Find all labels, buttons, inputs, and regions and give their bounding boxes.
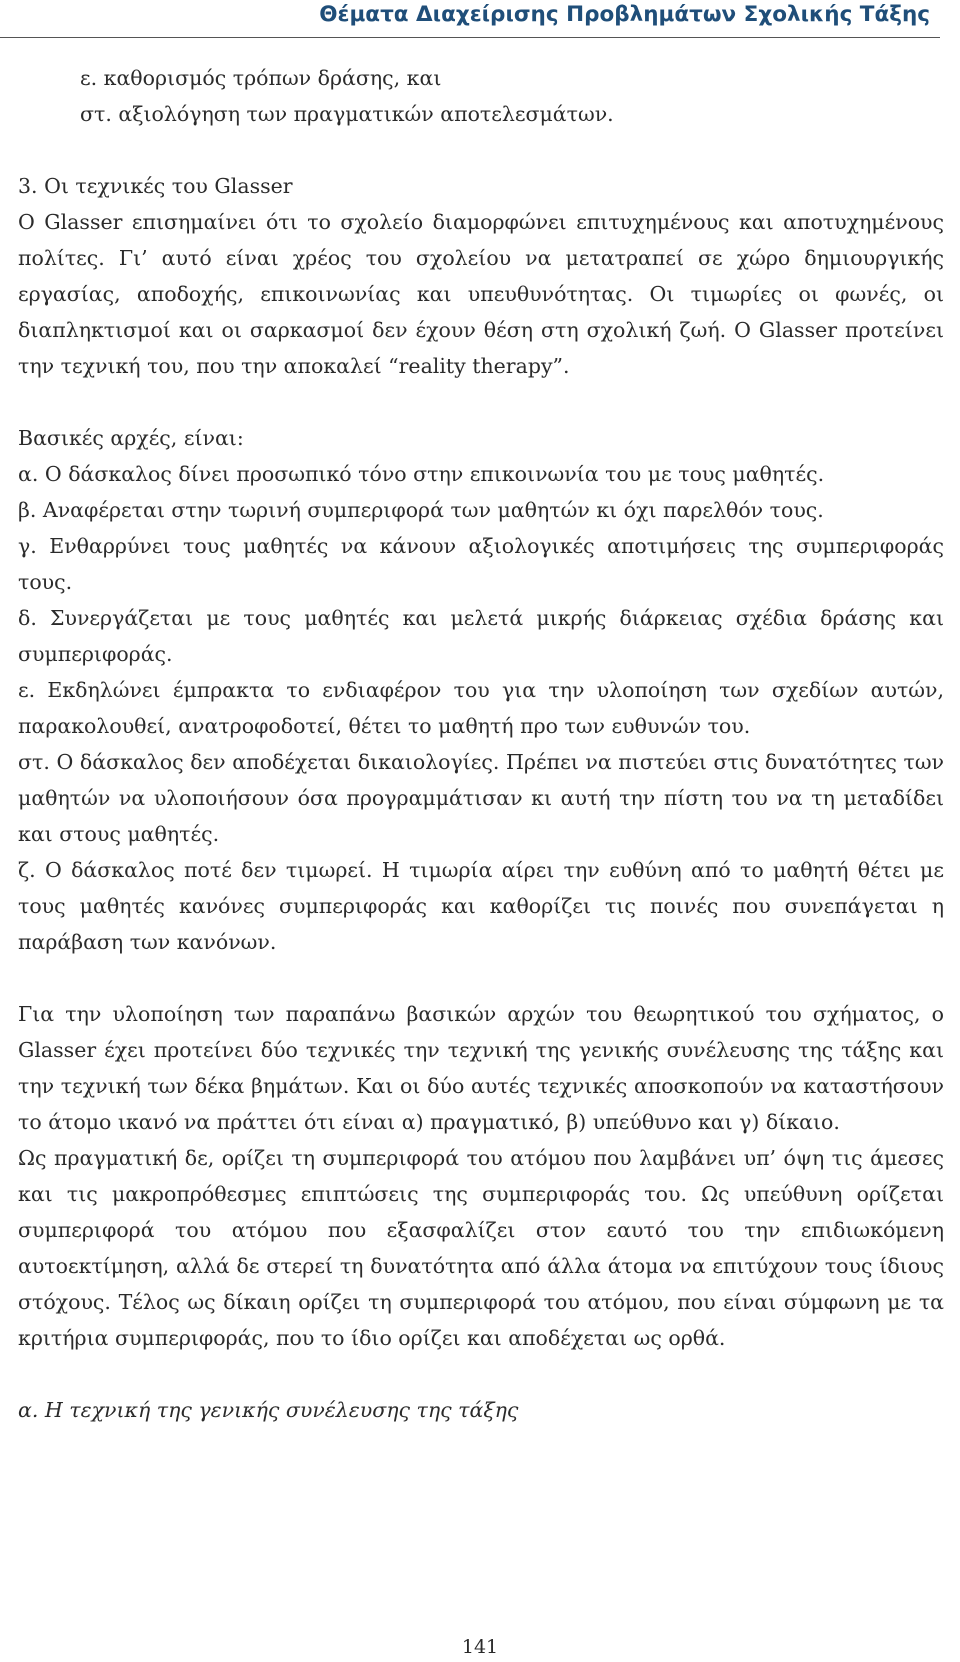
- section-heading: 3. Οι τεχνικές του Glasser: [18, 174, 293, 198]
- spacer: [18, 1356, 944, 1392]
- section-paragraph: Ο Glasser επισημαίνει ότι το σχολείο διαμορφώνει επιτυχημένους και αποτυχημένους πολίτες. Γι’ αυτό είναι χρέος του σχολείου να μετατραπεί σε χώρο δημιουργικής εργασίας, αποδοχής, επικοινωνίας και υπευθυνότητας. Οι τιμωρίες οι φωνές, οι διαπληκτισμοί και οι σαρκασμοί δεν έχουν θέση στη σχολική ζωή. Ο Glasser προτείνει την τεχνική του, που την αποκαλεί “reality therapy”.: [18, 210, 944, 378]
- spacer: [18, 960, 944, 996]
- page-content: [18, 60, 944, 1428]
- principle-item: ζ. Ο δάσκαλος ποτέ δεν τιμωρεί. Η τιμωρία αίρει την ευθύνη από το μαθητή θέτει με τους μαθητές κανόνες συμπεριφοράς και καθορίζει τις ποινές που συνεπάγεται η παράβαση των κανόνων.: [18, 858, 944, 954]
- running-header: Θέματα Διαχείρισης Προβλημάτων Σχολικής Τάξης: [319, 2, 930, 27]
- principle-item: στ. Ο δάσκαλος δεν αποδέχεται δικαιολογίες. Πρέπει να πιστεύει στις δυνατότητες των μαθητών να υλοποιήσουν όσα προγραμμάτισαν κι αυτή την πίστη του να τη μεταδίδει και στους μαθητές.: [18, 750, 944, 846]
- principle-item: α. Ο δάσκαλος δίνει προσωπικό τόνο στην επικοινωνία του με τους μαθητές.: [18, 462, 825, 486]
- subheading: α. Η τεχνική της γενικής συνέλευσης της τάξης: [18, 1398, 519, 1422]
- spacer: [18, 384, 944, 420]
- principle-item: β. Αναφέρεται στην τωρινή συμπεριφορά των μαθητών κι όχι παρελθόν τους.: [18, 498, 824, 522]
- page-number: 141: [461, 1636, 499, 1658]
- header-rule: [0, 37, 940, 38]
- principle-item: γ. Ενθαρρύνει τους μαθητές να κάνουν αξιολογικές αποτιμήσεις της συμπεριφοράς τους.: [18, 534, 944, 594]
- list-item-st: στ. αξιολόγηση των πραγματικών αποτελεσμάτων.: [80, 102, 614, 126]
- principle-item: ε. Εκδηλώνει έμπρακτα το ενδιαφέρον του για την υλοποίηση των σχεδίων αυτών, παρακολουθεί, ανατροφοδοτεί, θέτει το μαθητή προ των ευθυνών του.: [18, 678, 944, 738]
- spacer: [18, 132, 944, 168]
- principle-item: δ. Συνεργάζεται με τους μαθητές και μελετά μικρής διάρκειας σχέδια δράσης και συμπεριφοράς.: [18, 606, 944, 666]
- closing-paragraph-2: Ως πραγματική δε, ορίζει τη συμπεριφορά του ατόμου που λαμβάνει υπ’ όψη τις άμεσες και τις μακροπρόθεσμες επιπτώσεις της συμπεριφοράς του. Ως υπεύθυνη ορίζεται συμπεριφορά του ατόμου που εξασφαλίζει στον εαυτό του την επιδιωκόμενη αυτοεκτίμηση, αλλά δε στερεί τη δυνατότητα από άλλα άτομα να επιτύχουν τους ίδιους στόχους. Τέλος ως δίκαιη ορίζει τη συμπεριφορά του ατόμου, που είναι σύμφωνη με τα κριτήρια συμπεριφοράς, που το ίδιο ορίζει και αποδέχεται ως ορθά.: [18, 1146, 944, 1350]
- closing-paragraph-1: Για την υλοποίηση των παραπάνω βασικών αρχών του θεωρητικού του σχήματος, ο Glasser έχει προτείνει δύο τεχνικές την τεχνική της γενικής συνέλευσης της τάξης και την τεχνική των δέκα βημάτων. Και οι δύο αυτές τεχνικές αποσκοπούν να καταστήσουν το άτομο ικανό να πράττει ότι είναι α) πραγματικό, β) υπεύθυνο και γ) δίκαιο.: [18, 1002, 944, 1134]
- principles-intro: Βασικές αρχές, είναι:: [18, 426, 244, 450]
- list-item-e: ε. καθορισμός τρόπων δράσης, και: [80, 66, 442, 90]
